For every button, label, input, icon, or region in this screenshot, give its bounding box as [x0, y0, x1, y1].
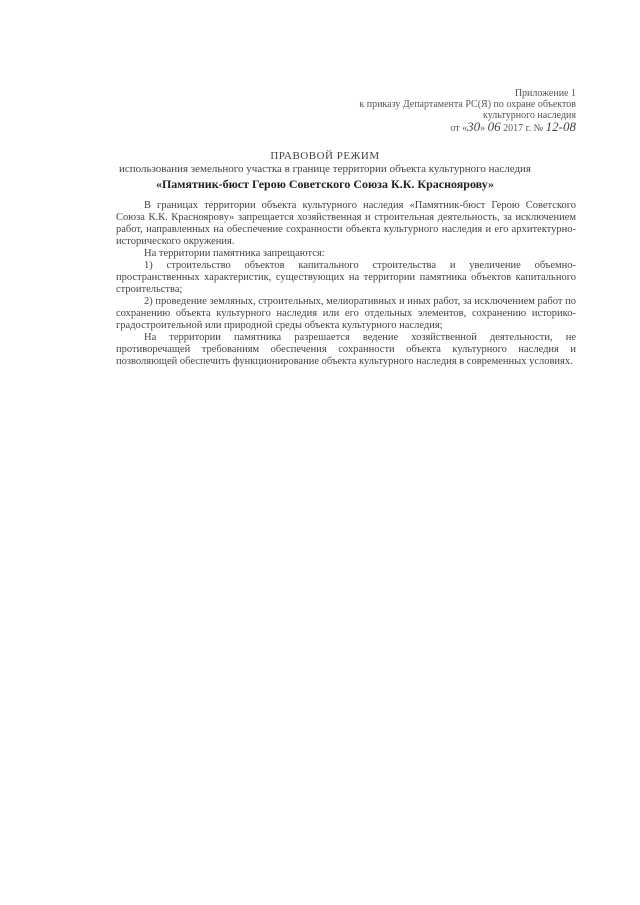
order-reference: к приказу Департамента РС(Я) по охране объектов	[359, 99, 576, 110]
order-date	[359, 121, 576, 134]
handwritten-day: 30	[467, 119, 481, 134]
date-prefix: от «	[450, 123, 468, 134]
paragraph: В границах территории объекта культурного наследия «Памятник-бюст Герою Советского Союза К.К. Краснояровy» запрещается хозяйственная и строительная деятельность, за исключением работ, направленных на обеспечение сохранности объекта культурного наследия и его архитектурно-исторического окружения.	[116, 200, 576, 247]
document-body	[116, 200, 576, 368]
attachment-label: Приложение 1	[514, 88, 576, 99]
document-title	[60, 150, 590, 193]
title-heading: ПРАВОВОЙ РЕЖИМ	[270, 150, 380, 162]
title-subheading: использования земельного участка в границе территории объекта культурного наследия	[119, 163, 531, 175]
paragraph: 1) строительство объектов капитального строительства и увеличение объемно-пространственных характеристик, существующих на территории памятника объектов капитального строительства;	[116, 260, 576, 295]
attachment-header	[359, 88, 576, 134]
paragraph: На территории памятника разрешается ведение хозяйственной деятельности, не противоречащей требованиям обеспечения сохранности объекта культурного наследия и позволяющей обеспечить функционирование объекта культурного наследия в современных условиях.	[116, 332, 576, 367]
date-year: 2017 г. №	[500, 123, 546, 134]
handwritten-month: 06	[487, 119, 501, 134]
paragraph: На территории памятника запрещаются:	[144, 248, 325, 259]
order-reference-cont: культурного наследия	[483, 110, 576, 121]
date-mid: »	[480, 123, 488, 134]
object-name: «Памятник-бюст Герою Советского Союза К.К. Красноярову»	[155, 177, 495, 191]
handwritten-number: 12-08	[545, 119, 576, 134]
paragraph: 2) проведение земляных, строительных, мелиоративных и иных работ, за исключением работ по сохранению объекта культурного наследия или его отдельных элементов, сохранению историко-градостроительной или природной среды объекта культурного наследия;	[116, 296, 576, 331]
